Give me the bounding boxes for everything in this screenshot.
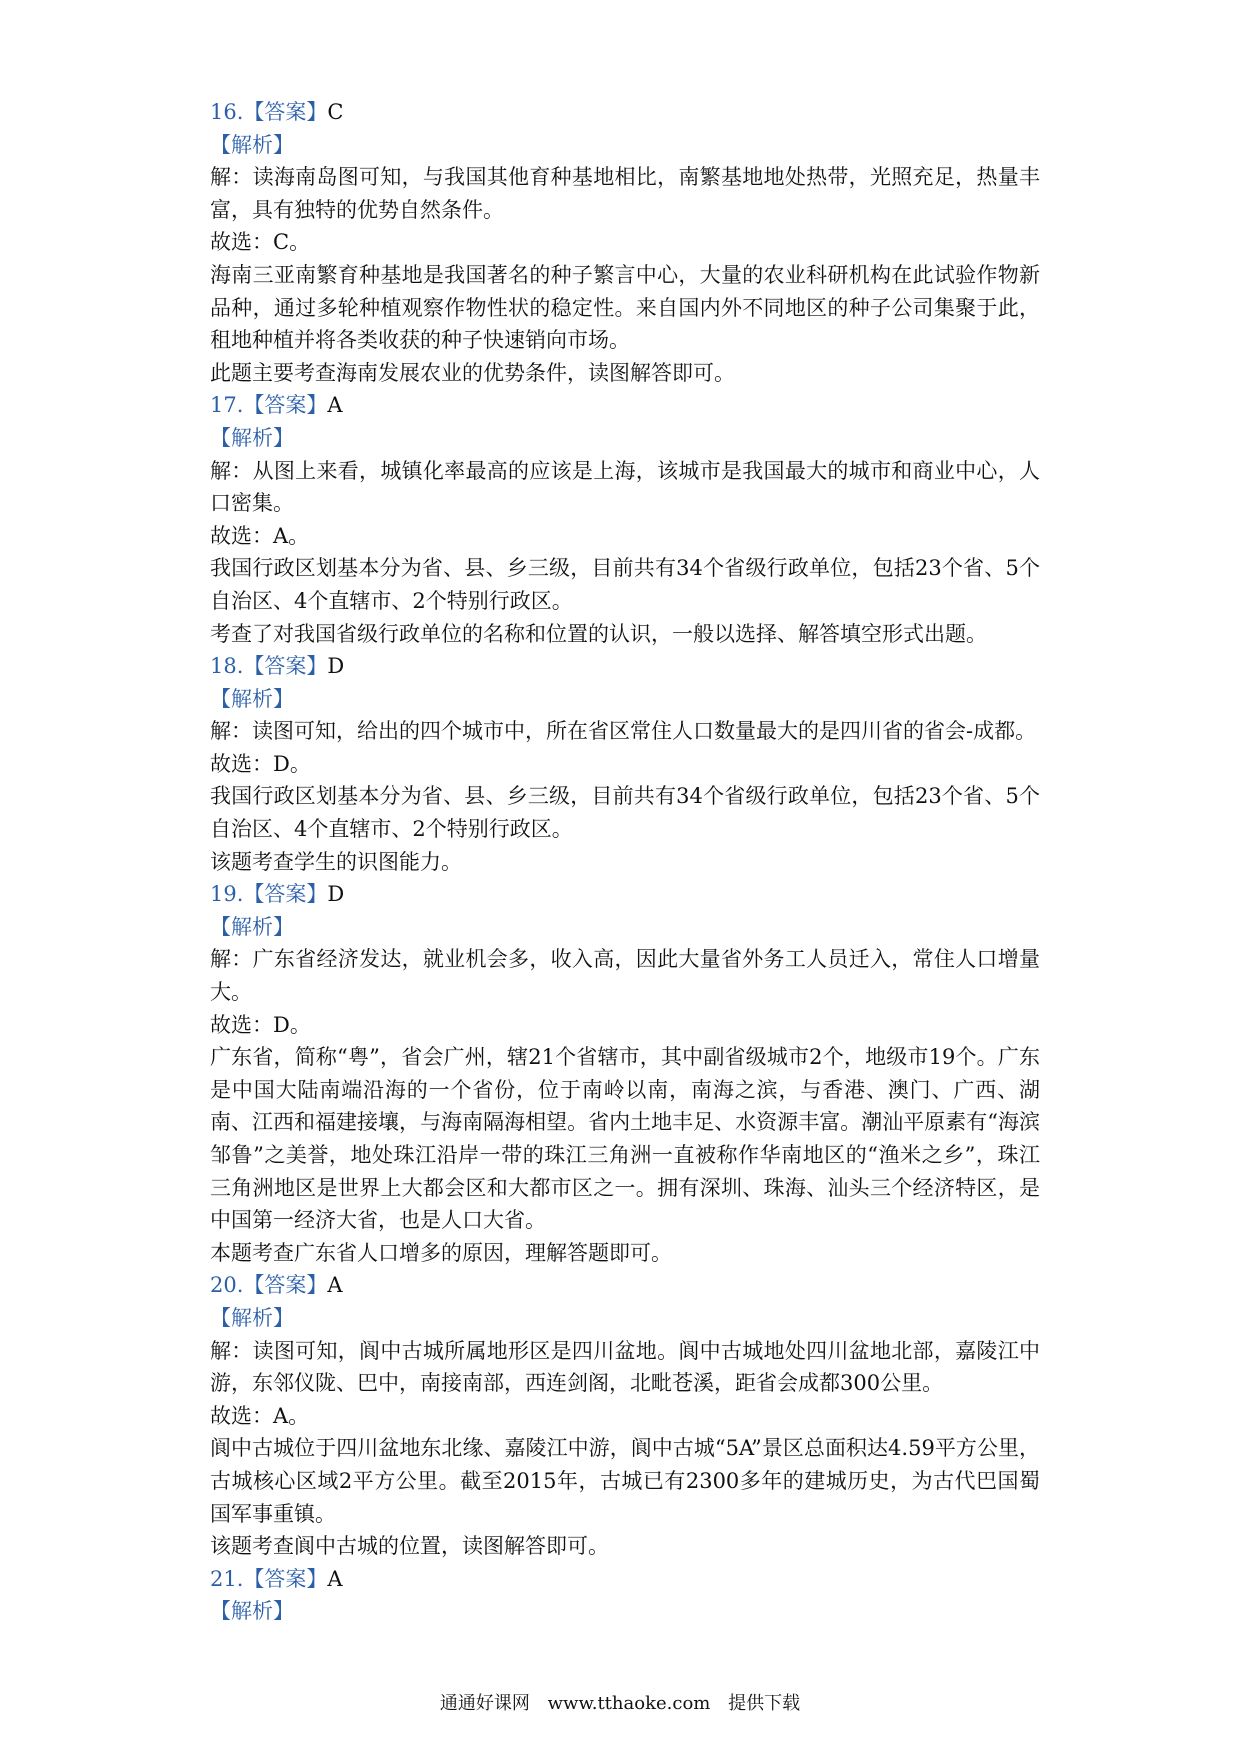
answer-line bbox=[210, 650, 1040, 683]
footer-url[interactable]: www.tthaoke.com bbox=[547, 1693, 711, 1714]
question-17 bbox=[210, 389, 1040, 650]
paragraph: 故选：D。 bbox=[210, 751, 311, 776]
paragraph: 解：广东省经济发达，就业机会多，收入高，因此大量省外务工人员迁入，常住人口增量大。 bbox=[210, 947, 1040, 1005]
answer-tag: 【答案】 bbox=[243, 1566, 328, 1591]
question-number: 19. bbox=[210, 882, 244, 907]
question-number: 18. bbox=[210, 654, 244, 679]
paragraph: 故选：A。 bbox=[210, 523, 310, 548]
paragraph: 此题主要考查海南发展农业的优势条件，读图解答即可。 bbox=[210, 360, 735, 385]
analysis-tag: 【解析】 bbox=[210, 914, 294, 939]
paragraph: 考查了对我国省级行政单位的名称和位置的认识，一般以选择、解答填空形式出题。 bbox=[210, 621, 987, 646]
paragraph: 该题考查阆中古城的位置，读图解答即可。 bbox=[210, 1534, 609, 1559]
paragraph: 解：从图上来看，城镇化率最高的应该是上海，该城市是我国最大的城市和商业中心，人口密集。 bbox=[210, 458, 1040, 516]
answer-value: A bbox=[327, 1273, 343, 1298]
question-number: 16. bbox=[210, 100, 244, 124]
answer-value: C bbox=[327, 100, 344, 124]
answer-line bbox=[210, 1269, 1040, 1302]
answer-tag: 【答案】 bbox=[243, 1273, 328, 1298]
paragraph: 海南三亚南繁育种基地是我国著名的种子繁言中心，大量的农业科研机构在此试验作物新品种，通过多轮种植观察作物性状的稳定性。来自国内外不同地区的种子公司集聚于此，租地种植并将各类收获的种子快速销向市场。 bbox=[210, 262, 1040, 353]
page-footer bbox=[0, 1692, 1240, 1716]
question-number: 20. bbox=[210, 1273, 244, 1298]
analysis-tag: 【解析】 bbox=[210, 686, 294, 711]
paragraph: 我国行政区划基本分为省、县、乡三级，目前共有34个省级行政单位，包括23个省、5个自治区、4个直辖市、2个特别行政区。 bbox=[210, 784, 1040, 842]
answer-value: D bbox=[327, 654, 345, 679]
paragraph: 解：读图可知，阆中古城所属地形区是四川盆地。阆中古城地处四川盆地北部，嘉陵江中游，东邻仪陇、巴中，南接南部，西连剑阁，北毗苍溪，距省会成都300公里。 bbox=[210, 1338, 1040, 1396]
question-number: 21. bbox=[210, 1566, 244, 1591]
answer-value: A bbox=[327, 1566, 343, 1591]
paragraph: 该题考查学生的识图能力。 bbox=[210, 849, 462, 874]
question-number: 17. bbox=[210, 393, 244, 418]
analysis-tag: 【解析】 bbox=[210, 425, 294, 450]
answer-line bbox=[210, 389, 1040, 422]
question-18 bbox=[210, 650, 1040, 878]
paragraph: 故选：D。 bbox=[210, 1012, 311, 1037]
analysis-tag: 【解析】 bbox=[210, 132, 294, 157]
question-19 bbox=[210, 878, 1040, 1269]
paragraph: 我国行政区划基本分为省、县、乡三级，目前共有34个省级行政单位，包括23个省、5个自治区、4个直辖市、2个特别行政区。 bbox=[210, 556, 1040, 613]
answer-line bbox=[210, 96, 1040, 129]
answer-line bbox=[210, 1563, 1040, 1596]
answer-line bbox=[210, 878, 1040, 911]
answer-tag: 【答案】 bbox=[243, 654, 328, 679]
paragraph: 解：读图可知，给出的四个城市中，所在省区常住人口数量最大的是四川省的省会-成都。 bbox=[210, 719, 1037, 744]
answer-value: A bbox=[327, 393, 343, 418]
paragraph: 故选：A。 bbox=[210, 1403, 310, 1428]
document-body bbox=[210, 96, 1040, 1628]
answer-value: D bbox=[327, 882, 345, 907]
answer-tag: 【答案】 bbox=[243, 100, 328, 124]
paragraph: 解：读海南岛图可知，与我国其他育种基地相比，南繁基地地处热带，光照充足，热量丰富，具有独特的优势自然条件。 bbox=[210, 165, 1040, 222]
question-20 bbox=[210, 1269, 1040, 1562]
paragraph: 阆中古城位于四川盆地东北缘、嘉陵江中游，阆中古城“5A”景区总面积达4.59平方公里，古城核心区域2平方公里。截至2015年，古城已有2300多年的建城历史，为古代巴国蜀国军事重镇。 bbox=[210, 1436, 1040, 1526]
paragraph: 广东省，简称“粤”，省会广州，辖21个省辖市，其中副省级城市2个，地级市19个。广东是中国大陆南端沿海的一个省份，位于南岭以南，南海之滨，与香港、澳门、广西、湖南、江西和福建接壤，与海南隔海相望。省内土地丰足、水资源丰富。潮汕平原素有“海滨邹鲁”之美誉，地处珠江沿岸一带的珠江三角洲一直被称作华南地区的“渔米之乡”，珠江三角洲地区是世界上大都会区和大都市区之一。拥有深圳、珠海、汕头三个经济特区，是中国第一经济大省，也是人口大省。 bbox=[210, 1045, 1040, 1233]
analysis-tag: 【解析】 bbox=[210, 1305, 294, 1330]
footer-site-name: 通通好课网 bbox=[439, 1693, 530, 1714]
question-16 bbox=[210, 96, 1040, 389]
analysis-tag: 【解析】 bbox=[210, 1599, 294, 1624]
answer-tag: 【答案】 bbox=[243, 393, 328, 418]
paragraph: 故选：C。 bbox=[210, 230, 311, 255]
paragraph: 本题考查广东省人口增多的原因，理解答题即可。 bbox=[210, 1240, 672, 1265]
answer-tag: 【答案】 bbox=[243, 882, 328, 907]
question-21 bbox=[210, 1563, 1040, 1628]
footer-suffix: 提供下载 bbox=[728, 1693, 801, 1714]
